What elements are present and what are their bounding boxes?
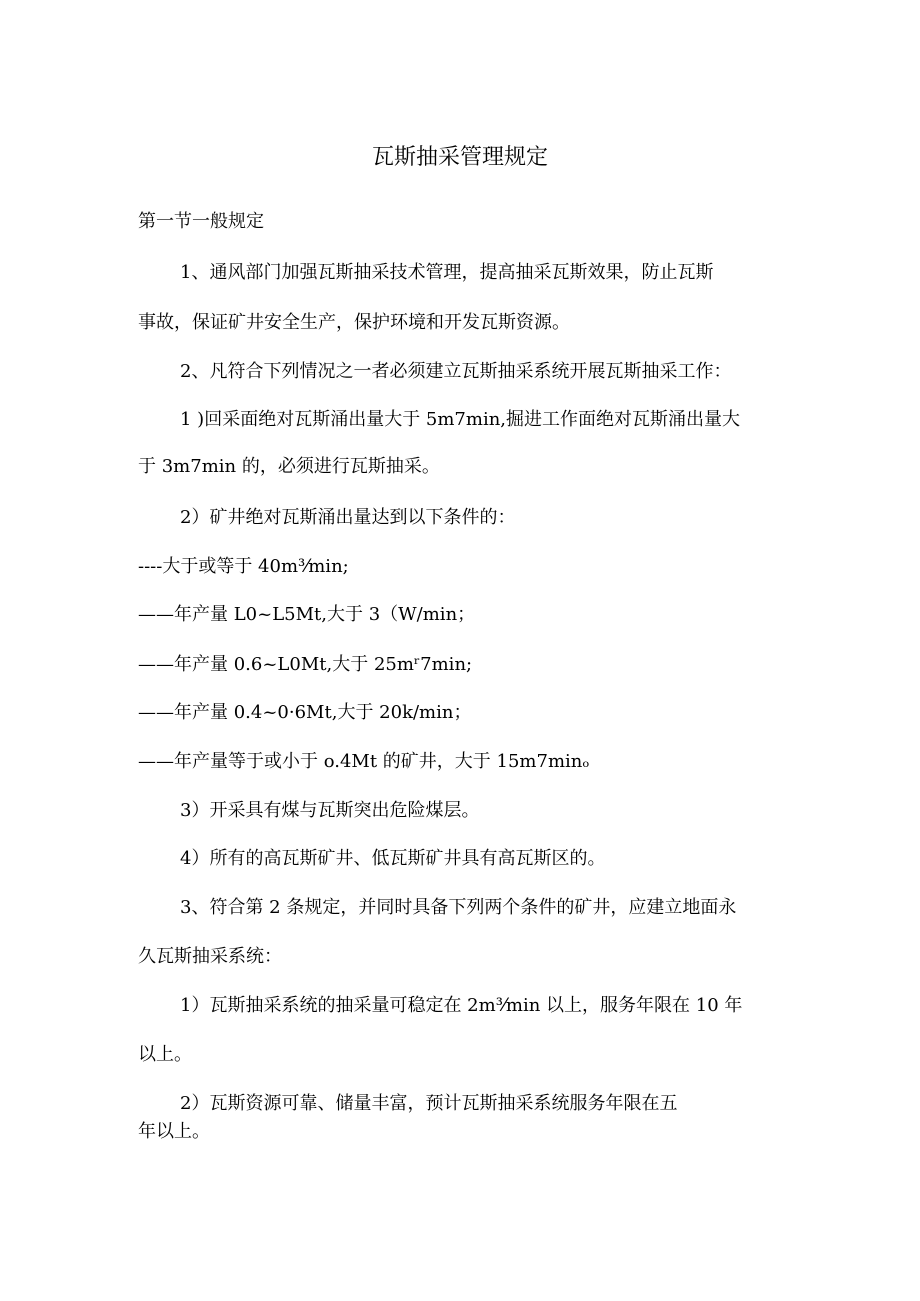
paragraph-line: 2）瓦斯资源可靠、储量丰富，预计瓦斯抽采系统服务年限在五 [180,1093,678,1114]
paragraph-line: 年以上。 [138,1121,210,1142]
paragraph-line: 久瓦斯抽采系统： [138,946,282,967]
document-title: 瓦斯抽采管理规定 [371,145,548,170]
paragraph-line: 1、通风部门加强瓦斯抽采技术管理，提高抽采瓦斯效果，防止瓦斯 [180,262,714,283]
paragraph-line: 2）矿井绝对瓦斯涌出量达到以下条件的： [180,507,516,528]
paragraph-line: 3、符合第 2 条规定，并同时具备下列两个条件的矿井，应建立地面永 [180,897,737,918]
paragraph-line: 于 3m7min 的，必须进行瓦斯抽采。 [138,456,440,477]
list-item: ——年产量 0.6~L0Mt,大于 25mʳ7min; [138,654,473,675]
list-item: ——年产量 L0~L5Mt,大于 3（W/min； [138,604,476,625]
paragraph-line: 4）所有的高瓦斯矿井、低瓦斯矿井具有高瓦斯区的。 [180,848,606,869]
paragraph-line: 1 )回采面绝对瓦斯涌出量大于 5m7min,掘进工作面绝对瓦斯涌出量大 [180,409,741,430]
list-item: ——年产量 0.4~0·6Mt,大于 20k/min； [138,702,472,723]
paragraph-line: 1）瓦斯抽采系统的抽采量可稳定在 2m³⁄min 以上，服务年限在 10 年 [180,995,743,1016]
paragraph-line: 2、凡符合下列情况之一者必须建立瓦斯抽采系统开展瓦斯抽采工作： [180,361,732,382]
paragraph-line: 3）开采具有煤与瓦斯突出危险煤层。 [180,800,480,821]
list-item: ——年产量等于或小于 o.4Mt 的矿井，大于 15m7minₒ [138,751,590,772]
paragraph-line: 事故，保证矿井安全生产，保护环境和开发瓦斯资源。 [138,312,570,333]
list-item: ----大于或等于 40m³⁄min; [138,556,349,577]
section-heading: 第一节一般规定 [138,211,264,232]
paragraph-line: 以上。 [138,1044,192,1065]
